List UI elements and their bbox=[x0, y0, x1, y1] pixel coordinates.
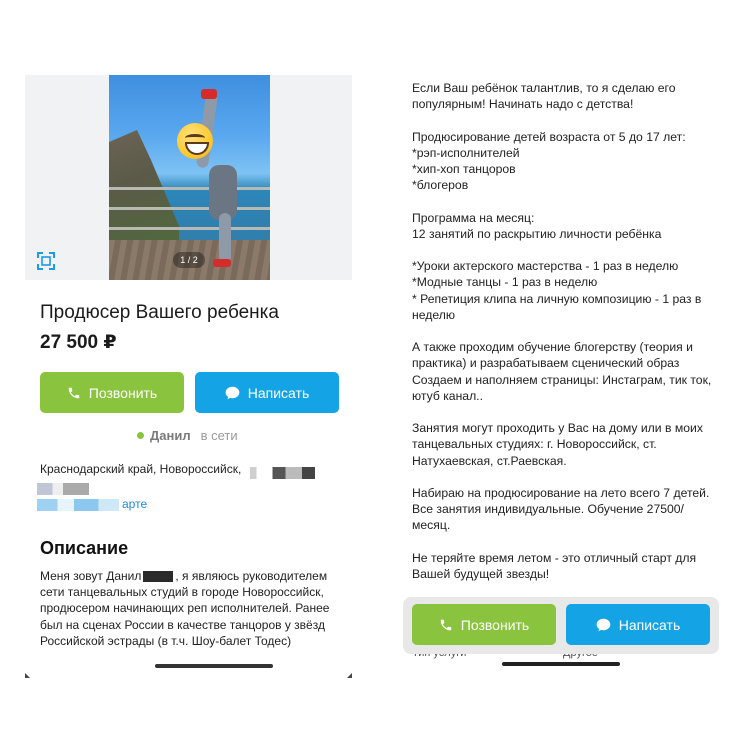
listing-screen bbox=[25, 75, 352, 678]
description-line: 12 занятий по раскрытию личности ребёнка bbox=[412, 226, 662, 241]
message-button-label: Написать bbox=[618, 616, 681, 633]
blurred-address bbox=[37, 483, 89, 495]
description-text-start: Меня зовут Данил bbox=[40, 569, 142, 583]
redacted-name bbox=[143, 571, 173, 582]
call-button[interactable] bbox=[40, 372, 184, 413]
description-line: Продюсирование детей возраста от 5 до 17 лет: bbox=[412, 129, 686, 144]
photo-person bbox=[219, 213, 231, 263]
description-line: *Уроки актерского мастерства - 1 раз в неделю bbox=[412, 259, 679, 274]
photo-railing bbox=[109, 187, 270, 190]
crop-corner bbox=[347, 673, 352, 678]
phone-icon bbox=[439, 618, 453, 632]
chat-bubble-icon bbox=[596, 618, 611, 632]
phone-icon bbox=[67, 386, 81, 400]
description-paragraph bbox=[412, 258, 716, 323]
description-line: * Репетиция клипа на личную композицию - 1 раз в неделю bbox=[412, 291, 702, 322]
description-paragraph bbox=[412, 339, 716, 404]
description-line: Создаем и наполняем страницы: Инстаграм, тик ток, ютуб канал.. bbox=[412, 372, 712, 403]
crop-corner bbox=[25, 673, 30, 678]
seller-name[interactable]: Данил bbox=[150, 428, 191, 443]
photo-person bbox=[201, 89, 217, 99]
description-paragraph bbox=[412, 485, 716, 534]
description-paragraph bbox=[412, 80, 716, 112]
photo-gallery[interactable] bbox=[25, 75, 352, 280]
description-line: Занятия могут проходить у Вас на дому или в моих танцевальных студиях: г. Новороссийск, ст. Натухаевская, ст.Раевская. bbox=[412, 421, 703, 468]
description-line: *рэп-исполнителей bbox=[412, 145, 520, 160]
call-button[interactable] bbox=[412, 604, 556, 645]
photo-railing bbox=[109, 207, 270, 210]
seller-info[interactable] bbox=[137, 428, 238, 443]
listing-location: Краснодарский край, Новороссийск, bbox=[40, 462, 242, 476]
message-button[interactable] bbox=[566, 604, 710, 645]
photo-counter: 1 / 2 bbox=[173, 252, 205, 268]
description-line: Программа на месяц: bbox=[412, 210, 535, 225]
listing-photo[interactable] bbox=[109, 75, 270, 280]
listing-price: 27 500 ₽ bbox=[40, 332, 117, 353]
call-button-label: Позвонить bbox=[460, 616, 530, 633]
description-line: Не теряйте время летом - это отличный старт для Вашей будущей звезды! bbox=[412, 550, 697, 581]
photo-railing bbox=[109, 227, 270, 230]
home-indicator[interactable] bbox=[502, 662, 620, 666]
message-button-label: Написать bbox=[247, 384, 310, 401]
description-screen bbox=[398, 75, 725, 675]
grin-emoji-icon bbox=[177, 123, 213, 159]
blurred-address bbox=[37, 499, 119, 511]
description-line: *блогеров bbox=[412, 178, 469, 193]
listing-title: Продюсер Вашего ребенка bbox=[40, 302, 279, 323]
expand-icon[interactable] bbox=[37, 252, 55, 270]
home-indicator[interactable] bbox=[155, 664, 273, 668]
description-line: *хип-хоп танцоров bbox=[412, 162, 516, 176]
description-text-rest: , я являюсь руководителем сети танцевальных студий в городе Новороссийск, продюсером начинающих реп исполнителей. Ранее был на сценах России в качестве танцоров у звёзд Российской эстрады (в т.ч. Шоу-балет Тодес) bbox=[40, 569, 330, 648]
description-heading: Описание bbox=[40, 538, 129, 558]
description-text bbox=[40, 568, 345, 649]
description-line: Набираю на продюсирование на лето всего 7 детей. Все занятия индивидуальные. Обучение 27500/месяц. bbox=[412, 485, 710, 533]
full-description bbox=[412, 80, 716, 582]
call-button-label: Позвонить bbox=[88, 384, 158, 401]
description-paragraph bbox=[412, 550, 716, 582]
blurred-address bbox=[250, 467, 315, 479]
photo-person bbox=[209, 165, 237, 220]
description-paragraph bbox=[412, 210, 716, 242]
description-line: Если Ваш ребёнок талантлив, то я сделаю его популярным! Начинать надо с детства! bbox=[412, 81, 676, 112]
seller-status: в сети bbox=[200, 428, 238, 443]
online-dot bbox=[137, 432, 144, 439]
description-paragraph bbox=[412, 420, 716, 469]
photo-cliff bbox=[109, 130, 179, 250]
description-line: *Модные танцы - 1 раз в неделю bbox=[412, 275, 598, 290]
message-button[interactable] bbox=[195, 372, 339, 413]
photo-person bbox=[213, 259, 231, 267]
description-line: А также проходим обучение блогерству (теория и практика) и разрабатываем сценический образ bbox=[412, 340, 693, 371]
map-link[interactable]: арте bbox=[122, 497, 148, 511]
chat-bubble-icon bbox=[225, 386, 240, 400]
description-paragraph bbox=[412, 129, 716, 194]
